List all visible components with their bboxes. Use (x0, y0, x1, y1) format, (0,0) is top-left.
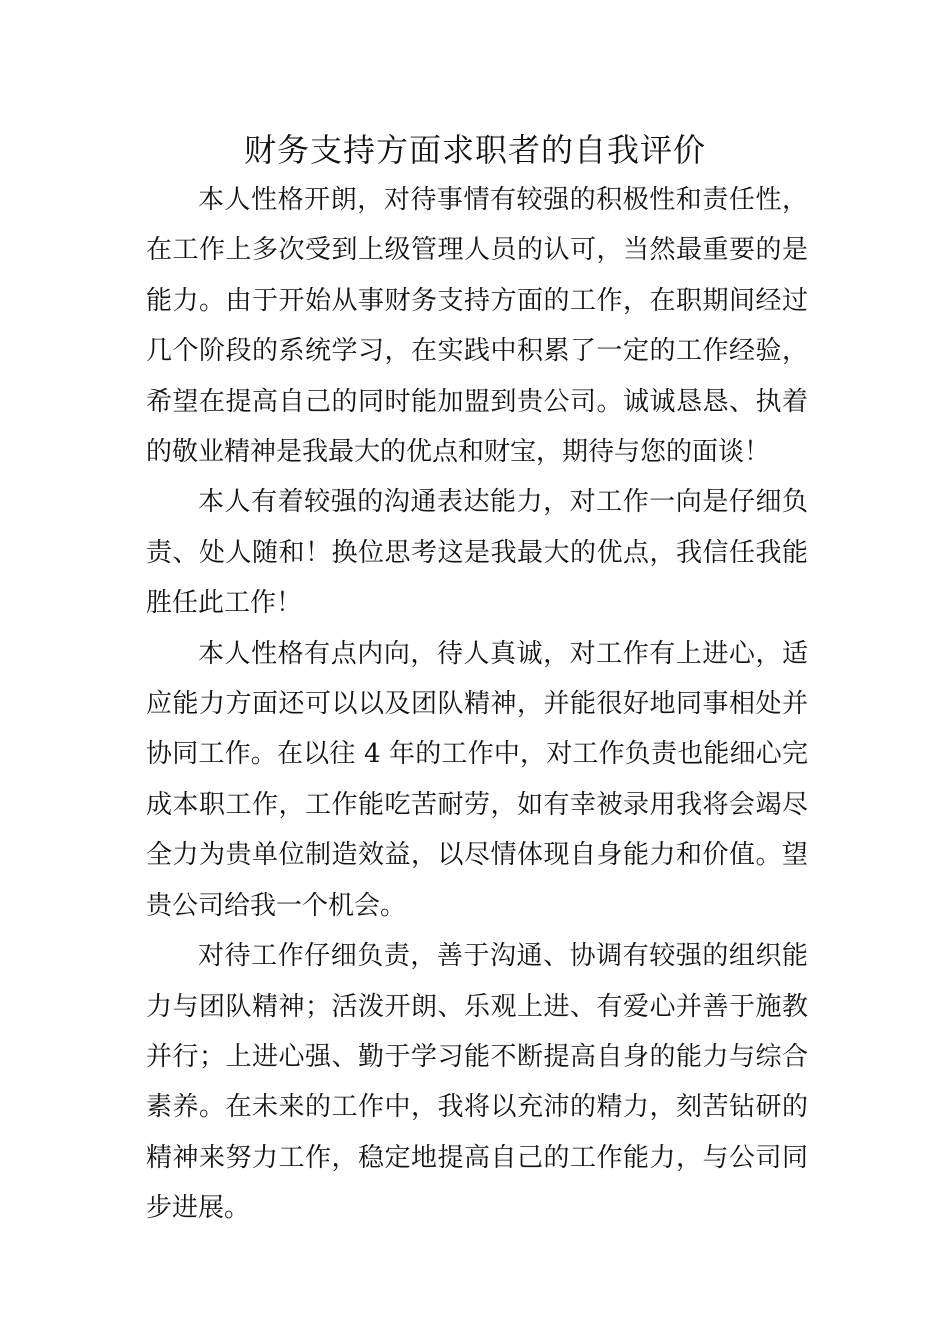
paragraph-2: 本人有着较强的沟通表达能力，对工作一向是仔细负责、处人随和！换位思考这是我最大的优点，我信任我能胜任此工作！ (146, 487, 808, 619)
document-title: 财务支持方面求职者的自我评价 (243, 131, 706, 169)
paragraph-1: 本人性格开朗，对待事情有较强的积极性和责任性，在工作上多次受到上级管理人员的认可，当然最重要的是能力。由于开始从事财务支持方面的工作，在职期间经过几个阶段的系统学习，在实践中积累了一定的工作经验，希望在提高自己的同时能加盟到贵公司。诚诚恳恳、执着的敬业精神是我最大的优点和财宝，期待与您的面谈！ (146, 185, 808, 468)
paragraph-4: 对待工作仔细负责，善于沟通、协调有较强的组织能力与团队精神；活泼开朗、乐观上进、有爱心并善于施教并行；上进心强、勤于学习能不断提高自身的能力与综合素养。在未来的工作中，我将以充沛的精力，刻苦钻研的精神来努力工作，稳定地提高自己的工作能力，与公司同步进展。 (146, 941, 808, 1224)
document-body (146, 175, 808, 1234)
paragraph-3: 本人性格有点内向，待人真诚，对工作有上进心，适应能力方面还可以以及团队精神，并能很好地同事相处并协同工作。在以往 4 年的工作中，对工作负责也能细心完成本职工作，工作能吃苦耐劳，如有幸被录用我将会竭尽全力为贵单位制造效益，以尽情体现自身能力和价值。望贵公司给我一个机会。 (146, 638, 808, 921)
